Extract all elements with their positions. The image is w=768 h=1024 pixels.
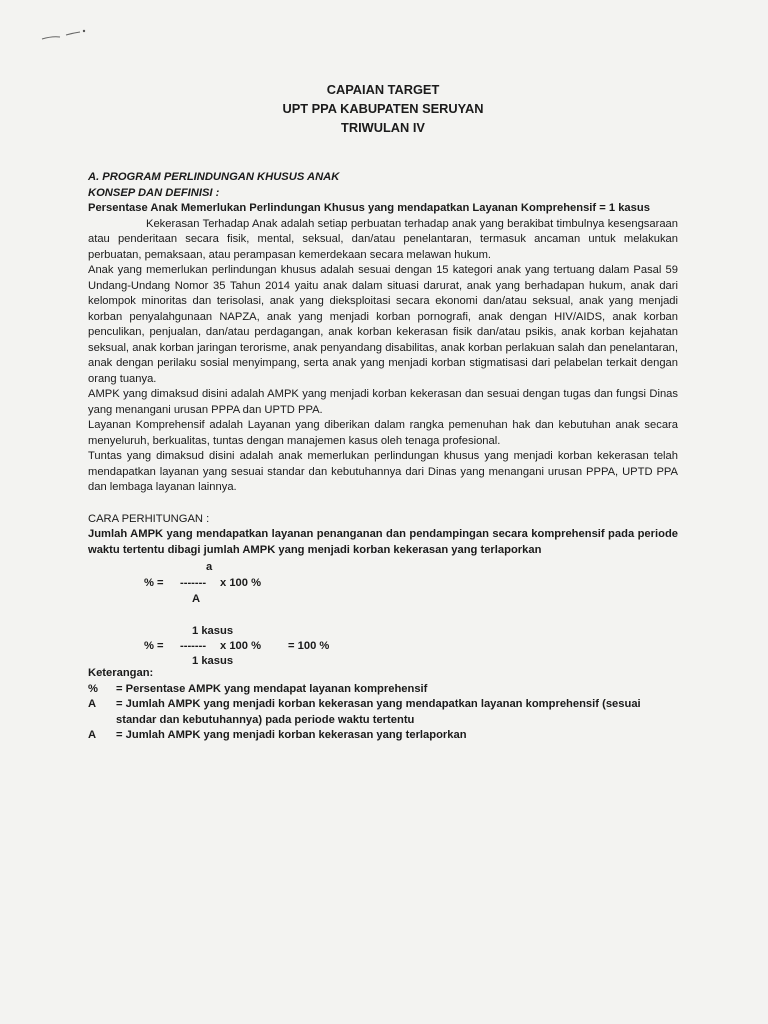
section-a-heading: A. PROGRAM PERLINDUNGAN KHUSUS ANAK [88,171,340,183]
keterangan-text: = Jumlah AMPK yang menjadi korban kekerasan yang terlaporkan [116,729,467,741]
keterangan-item-a-served [88,697,678,728]
keterangan-item-percent [88,682,678,698]
keterangan-label: A [88,698,97,710]
example-result: = 100 % [288,640,330,652]
example-times: x 100 % [220,640,262,652]
paragraph-tuntas: Tuntas yang dimaksud disini adalah anak memerlukan perlindungan khusus yang menjadi korban kekerasan telah mendapatkan layanan yang sesuai standar dan kebutuhannya dari Dinas yang menangani urusan PPPA, UPTD PPA dan lembaga layanan lainnya. [88,450,678,493]
keterangan-label: A [88,729,97,741]
formula-denominator: A [192,593,201,605]
paragraph-comprehensive-service: Layanan Komprehensif adalah Layanan yang diberikan dalam rangka pemenuhan hak dan kebutuhan anak secara menyeluruh, berkualitas, tuntas dengan manajemen kasus oleh tenaga profesional. [88,419,678,447]
title-line-3: TRIWULAN IV [341,120,425,135]
concept-definition-heading: KONSEP DAN DEFINISI : [88,186,220,199]
example-fraction-line: ------- [180,640,207,652]
formula-lhs: % = [144,577,164,589]
example-lhs: % = [144,640,164,652]
formula-fraction-line: ------- [180,577,207,589]
indicator-statement: Persentase Anak Memerlukan Perlindungan Khusus yang mendapatkan Layanan Komprehensif = 1 kasus [88,202,650,214]
calculation-heading: CARA PERHITUNGAN : [88,512,210,525]
keterangan-text: = Persentase AMPK yang mendapat layanan komprehensif [116,682,428,695]
paragraph-child-violence: Kekerasan Terhadap Anak adalah setiap perbuatan terhadap anak yang berakibat timbulnya kesengsaraan atau penderitaan secara fisik, mental, seksual, dan/atau penelantaran, termasuk ancaman untuk melakukan perbuatan, pemaksaan, atau perampasan kemerdekaan secara melawan hukum. [88,217,678,261]
example-numerator: 1 kasus [192,625,234,637]
title-line-2: UPT PPA KABUPATEN SERUYAN [282,101,484,116]
keterangan-item-a-reported [88,728,678,744]
document-header [88,80,678,137]
pen-mark-decoration [40,28,90,42]
formula-numerator: a [206,561,213,573]
keterangan-text: = Jumlah AMPK yang menjadi korban kekerasan yang mendapatkan layanan komprehensif (sesuai standar dan kebutuhannya) pada periode waktu tertentu [116,698,641,726]
title-line-1: CAPAIAN TARGET [326,82,440,97]
keterangan-label: % [88,682,98,695]
paragraph-ampk: AMPK yang dimaksud disini adalah AMPK yang menjadi korban kekerasan dan sesuai dengan tugas dan fungsi Dinas yang menangani urusan PPPA dan UPTD PPA. [88,388,678,416]
calculation-description: Jumlah AMPK yang mendapatkan layanan penanganan dan pendampingan secara komprehensif pada periode waktu tertentu dibagi jumlah AMPK yang menjadi korban kekerasan yang terlaporkan [88,528,678,556]
formula-times: x 100 % [220,577,262,589]
example-denominator: 1 kasus [192,655,234,667]
keterangan-heading: Keterangan: [88,667,154,679]
formula-block [88,560,678,666]
paragraph-special-protection: Anak yang memerlukan perlindungan khusus adalah sesuai dengan 15 kategori anak yang tertuang dalam Pasal 59 Undang-Undang Nomor 35 Tahun 2014 yaitu anak dalam situasi darurat, anak yang berhadapan hukum, anak dari kelompok minoritas dan terisolasi, anak yang dieksploitasi secara ekonomi dan/atau seksual, anak yang menjadi korban penyalahgunaan NAPZA, anak yang menjadi korban pornografi, anak dengan HIV/AIDS, anak korban penculikan, penjualan, dan/atau perdagangan, anak korban kekerasan fisik dan/atau psikis, anak korban kejahatan seksual, anak korban jaringan terorisme, anak penyandang disabilitas, anak korban perlakuan salah dan penelantaran, anak dengan perilaku sosial menyimpang, serta anak yang menjadi korban stigmatisasi dari pelabelan terkait dengan orang tuanya. [88,264,678,385]
